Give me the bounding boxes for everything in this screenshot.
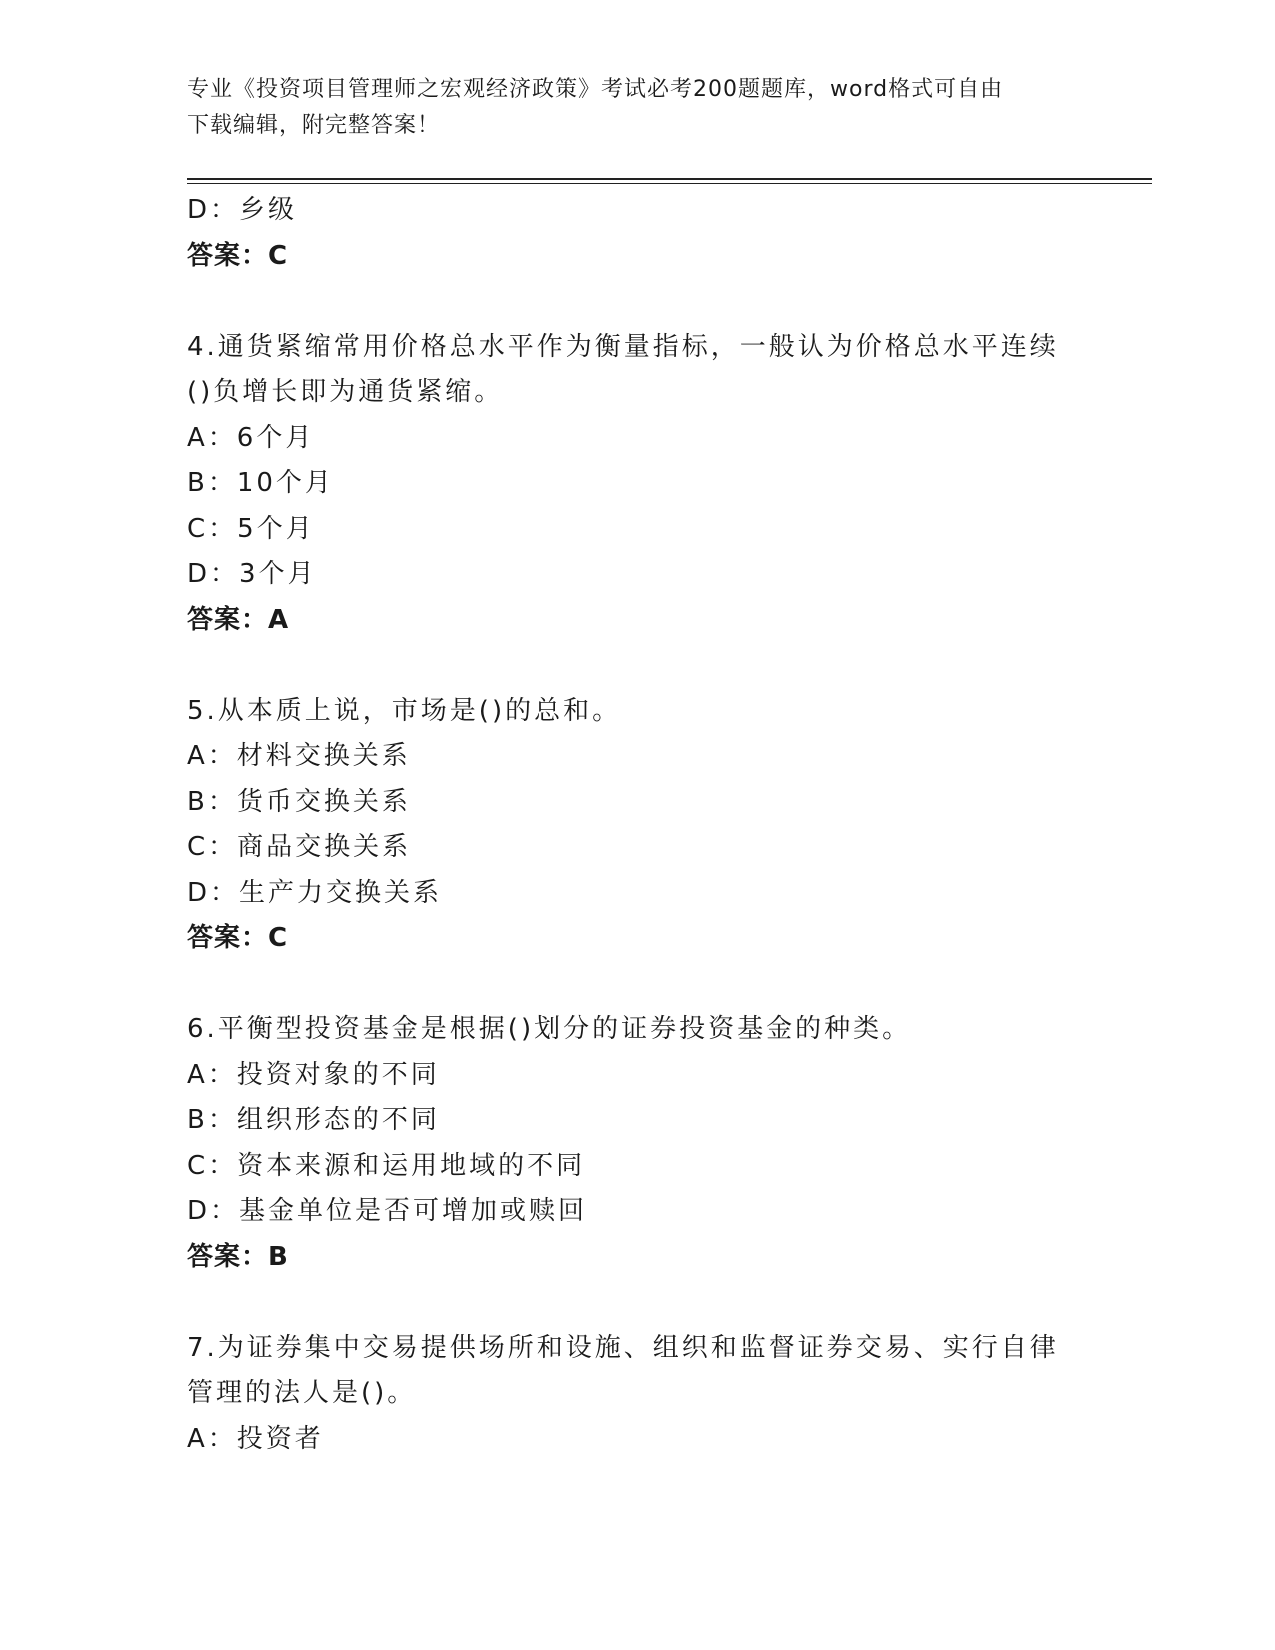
question-4 (187, 325, 1152, 644)
question-list (187, 188, 1152, 1462)
option-d: D：乡级 (187, 195, 298, 225)
question-stem: 6.平衡型投资基金是根据()划分的证券投资基金的种类。 (187, 1014, 912, 1044)
question-6 (187, 1007, 1152, 1280)
header-divider (187, 178, 1152, 180)
option-d: D：3个月 (187, 559, 317, 589)
question-stem: 7.为证券集中交易提供场所和设施、组织和监督证券交易、实行自律 (187, 1332, 1059, 1363)
question-3-tail (187, 188, 1152, 279)
spacer (187, 279, 1152, 325)
question-stem-continued: 管理的法人是()。 (187, 1378, 417, 1408)
option-a: A：材料交换关系 (187, 741, 411, 771)
answer-line: 答案：C (187, 240, 289, 271)
option-b: B：组织形态的不同 (187, 1105, 440, 1135)
spacer (187, 643, 1152, 689)
header-divider-thin (187, 183, 1152, 184)
question-5 (187, 689, 1152, 962)
page-header (187, 72, 1087, 144)
header-line-1: 专业《投资项目管理师之宏观经济政策》考试必考200题题库，word格式可自由 (187, 77, 1004, 102)
option-c: C：商品交换关系 (187, 832, 412, 862)
option-a: A：投资对象的不同 (187, 1059, 440, 1090)
option-d: D：生产力交换关系 (187, 877, 443, 908)
option-c: C：5个月 (187, 513, 315, 544)
question-stem: 4.通货紧缩常用价格总水平作为衡量指标，一般认为价格总水平连续 (187, 331, 1059, 362)
option-c: C：资本来源和运用地域的不同 (187, 1150, 586, 1181)
answer-line: 答案：B (187, 1241, 289, 1272)
spacer (187, 1280, 1152, 1326)
option-a: A：投资者 (187, 1423, 324, 1454)
question-7 (187, 1326, 1152, 1463)
option-b: B：10个月 (187, 468, 334, 498)
header-line-2: 下载编辑，附完整答案！ (187, 113, 441, 138)
answer-line: 答案：C (187, 923, 289, 953)
spacer (187, 962, 1152, 1008)
answer-line: 答案：A (187, 604, 290, 635)
option-d: D：基金单位是否可增加或赎回 (187, 1196, 588, 1226)
option-b: B：货币交换关系 (187, 786, 411, 817)
option-a: A：6个月 (187, 422, 315, 453)
question-stem: 5.从本质上说，市场是()的总和。 (187, 695, 622, 726)
question-stem-continued: ()负增长即为通货紧缩。 (187, 377, 504, 407)
